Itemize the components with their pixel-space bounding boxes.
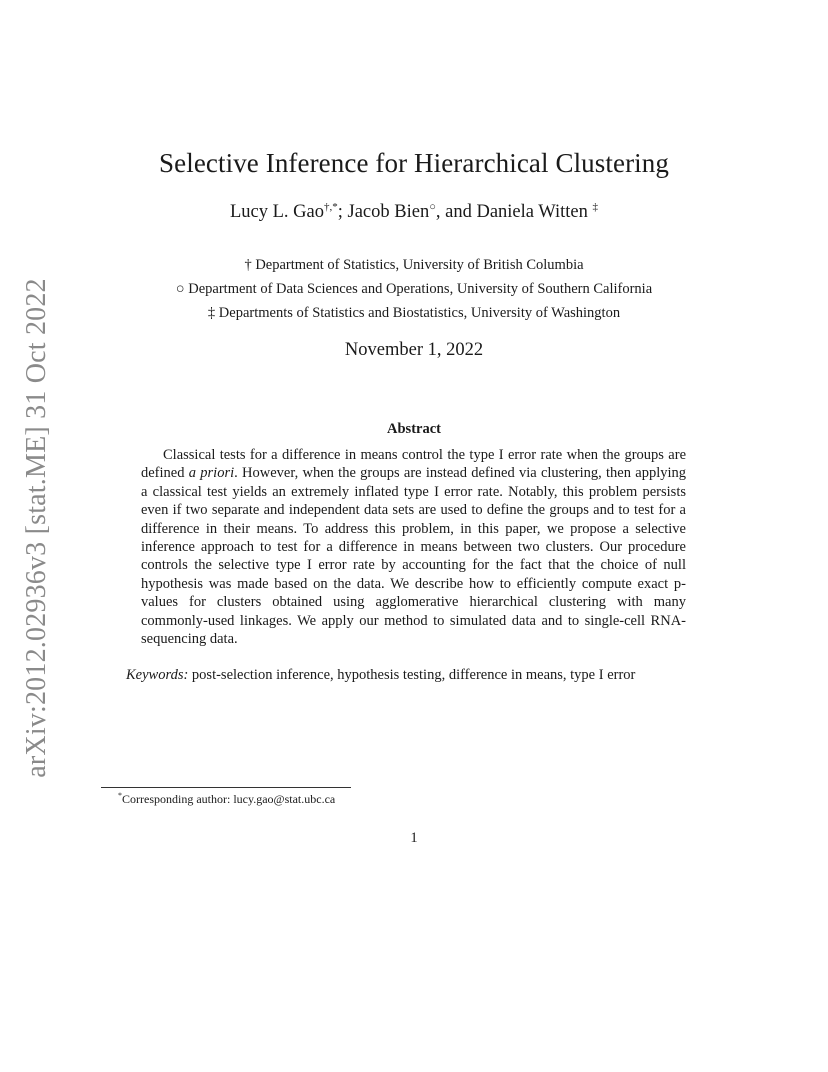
affiliation: ○ Department of Data Sciences and Operations, University of Southern California	[175, 281, 653, 297]
page-number: 1	[410, 830, 418, 846]
footnote-text: Corresponding author: lucy.gao@stat.ubc.ca	[122, 792, 336, 806]
corresponding-author-footnote	[118, 792, 335, 807]
author-list	[0, 202, 828, 223]
author-name: Daniela Witten	[476, 202, 593, 222]
abstract-text-part: . However, when the groups are instead defined via clustering, then applying a classical test yields an extremely inflated type I error rate. Notably, this problem persists even if two separate and independent data sets are used to define the groups and to test for a difference in their means. To address this problem, in this paper, we propose a selective inference approach to test for a difference in means between two clusters. Our procedure controls the selective type I error rate by accounting for the fact that the choice of null hypothesis was made based on the data. We describe how to efficiently compute exact p-values for clusters obtained using agglomerative hierarchical clustering with many commonly-used linkages. We apply our method to simulated data and to single-cell RNA-sequencing data.	[141, 465, 687, 648]
affiliation: † Department of Statistics, University of British Columbia	[244, 257, 584, 273]
keywords-text: post-selection inference, hypothesis testing, difference in means, type I error	[188, 667, 636, 683]
author-affiliation-mark: †,*	[324, 201, 338, 213]
abstract-italic-phrase: a priori	[188, 465, 235, 482]
footnote-divider	[101, 787, 351, 788]
affiliation: ‡ Departments of Statistics and Biostatistics, University of Washington	[207, 305, 621, 321]
author-affiliation-mark: ‡	[592, 201, 598, 213]
author-separator: , and	[435, 202, 477, 222]
paper-title: Selective Inference for Hierarchical Clustering	[159, 148, 669, 178]
keywords-label: Keywords:	[126, 667, 189, 683]
keywords-line	[126, 667, 746, 684]
abstract-text-part: Classical tests for a difference in means control the type I error rate when the groups are defined	[141, 447, 686, 482]
publication-date: November 1, 2022	[344, 340, 484, 360]
arxiv-identifier-stamp: arXiv:2012.02936v3 [stat.ME] 31 Oct 2022	[21, 278, 52, 778]
abstract-heading: Abstract	[387, 421, 441, 437]
author-name: Jacob Bien	[347, 202, 430, 222]
author-separator: ;	[337, 202, 348, 222]
footnote-mark: *	[118, 791, 122, 800]
author-name: Lucy L. Gao	[229, 202, 324, 222]
author-affiliation-mark: ○	[429, 201, 436, 213]
abstract-text	[141, 446, 686, 648]
